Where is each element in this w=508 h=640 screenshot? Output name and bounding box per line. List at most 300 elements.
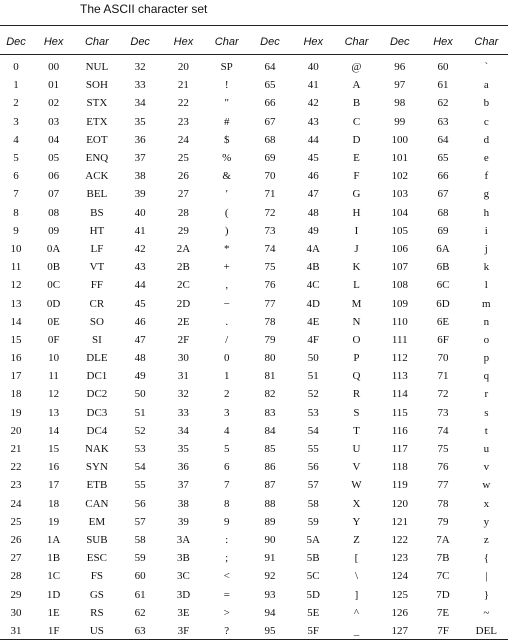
table-cell: 5B — [306, 552, 320, 565]
table-cell: 34 — [134, 97, 146, 110]
table-cell: a — [483, 79, 489, 92]
table-cell: 93 — [264, 588, 276, 601]
table-cell: T — [353, 424, 360, 437]
table-cell: BS — [90, 206, 104, 219]
table-cell: i — [484, 224, 488, 237]
table-row — [0, 258, 508, 276]
table-cell: 27 — [177, 188, 189, 201]
table-row — [0, 240, 508, 258]
table-cell: Y — [352, 515, 361, 528]
table-cell: X — [352, 497, 361, 510]
table-cell: 5 — [13, 152, 19, 165]
table-row — [0, 331, 508, 349]
table-cell: 1B — [47, 552, 61, 565]
table-cell: 39 — [134, 188, 146, 201]
table-cell: DLE — [86, 352, 108, 365]
table-cell: c — [483, 115, 489, 128]
table-cell: 42 — [134, 242, 146, 255]
table-cell: NAK — [84, 443, 109, 456]
table-cell: 1C — [47, 570, 61, 583]
table-cell: 3F — [177, 624, 190, 637]
table-cell: " — [224, 97, 229, 110]
table-cell: 31 — [177, 370, 189, 383]
table-cell: 52 — [307, 388, 319, 401]
table-cell: 7 — [223, 479, 230, 492]
table-cell: 114 — [391, 388, 408, 401]
table-cell: 117 — [391, 443, 408, 456]
table-cell: H — [352, 206, 361, 219]
table-cell: 13 — [10, 297, 22, 310]
table-cell: 5E — [307, 606, 320, 619]
table-cell: j — [484, 242, 488, 255]
table-cell: A — [352, 79, 361, 92]
table-cell: 48 — [134, 352, 146, 365]
table-cell: 75 — [437, 443, 449, 456]
column-header: Dec — [260, 36, 280, 48]
table-row — [0, 585, 508, 603]
table-cell: 68 — [437, 206, 449, 219]
table-cell: 0F — [47, 333, 60, 346]
table-cell: 76 — [437, 461, 449, 474]
table-cell: 6F — [437, 333, 449, 346]
table-cell: 68 — [264, 133, 276, 146]
column-header: Char — [474, 36, 499, 48]
table-cell: ETX — [86, 115, 108, 128]
table-cell: 2E — [177, 315, 190, 328]
table-cell: 60 — [134, 570, 146, 583]
table-cell: 25 — [177, 152, 189, 165]
table-cell: 47 — [134, 333, 146, 346]
table-cell: 2A — [176, 242, 191, 255]
table-cell: 106 — [391, 242, 408, 255]
table-cell: 40 — [307, 61, 319, 74]
table-cell: EOT — [86, 133, 108, 146]
column-header: Hex — [433, 36, 453, 48]
table-cell: 51 — [134, 406, 146, 419]
table-cell: 23 — [10, 479, 22, 492]
table-cell: 61 — [134, 588, 146, 601]
table-cell: 13 — [48, 406, 60, 419]
table-cell: 36 — [134, 133, 146, 146]
table-cell: G — [352, 188, 361, 201]
table-cell: J — [354, 242, 359, 255]
table-cell: 67 — [437, 188, 449, 201]
table-cell: 7D — [436, 588, 450, 601]
table-row — [0, 149, 508, 167]
table-cell: 54 — [307, 424, 319, 437]
table-cell: HT — [89, 224, 105, 237]
table-cell: 74 — [264, 242, 276, 255]
table-cell: \ — [354, 570, 359, 583]
table-cell: 24 — [10, 497, 22, 510]
table-row — [0, 513, 508, 531]
table-cell: 44 — [307, 133, 319, 146]
table-cell: 3A — [176, 533, 191, 546]
table-cell: FF — [90, 279, 104, 292]
table-cell: D — [352, 133, 361, 146]
table-cell: 0D — [46, 297, 61, 310]
table-row — [0, 54, 508, 76]
table-cell: W — [351, 479, 362, 492]
table-cell: 7B — [436, 552, 450, 565]
table-cell: 1F — [47, 624, 60, 637]
table-cell: 100 — [391, 133, 408, 146]
table-cell: 2D — [176, 297, 191, 310]
table-cell: 31 — [10, 624, 22, 637]
table-cell: 50 — [134, 388, 146, 401]
table-cell: z — [483, 533, 489, 546]
table-cell: 18 — [48, 497, 60, 510]
table-cell: v — [483, 461, 490, 474]
table-cell: ( — [224, 206, 229, 219]
table-cell: 64 — [264, 61, 276, 74]
table-cell: 53 — [307, 406, 319, 419]
table-cell: 78 — [264, 315, 276, 328]
table-cell: 71 — [437, 370, 449, 383]
table-cell: 6C — [436, 279, 450, 292]
table-row — [0, 495, 508, 513]
column-header: Char — [344, 36, 369, 48]
table-cell: 4 — [13, 133, 19, 146]
table-cell: 85 — [264, 443, 276, 456]
table-cell: 76 — [264, 279, 276, 292]
table-cell: 11 — [10, 261, 22, 274]
table-cell: 26 — [177, 170, 189, 183]
table-cell: 107 — [391, 261, 408, 274]
table-cell: 77 — [264, 297, 276, 310]
table-cell: ENQ — [85, 152, 109, 165]
table-cell: SYN — [85, 461, 108, 474]
header-row — [0, 30, 508, 54]
table-cell: 21 — [10, 443, 22, 456]
table-cell: 112 — [391, 352, 408, 365]
table-cell: ~ — [483, 606, 490, 619]
table-cell: 126 — [391, 606, 408, 619]
table-cell: 69 — [437, 224, 449, 237]
table-cell: 39 — [177, 515, 189, 528]
table-cell: 10 — [48, 352, 60, 365]
table-cell: : — [225, 533, 229, 546]
table-cell: 3B — [177, 552, 190, 565]
table-cell: 8 — [223, 497, 230, 510]
table-cell: 6D — [436, 297, 450, 310]
table-cell: 63 — [134, 624, 146, 637]
table-row — [0, 349, 508, 367]
table-cell: 28 — [177, 206, 189, 219]
table-cell: 7E — [436, 606, 450, 619]
table-cell: 1D — [46, 588, 61, 601]
table-row — [0, 313, 508, 331]
table-cell: g — [483, 188, 490, 201]
table-cell: 66 — [264, 97, 276, 110]
table-cell: 12 — [48, 388, 60, 401]
table-cell: 103 — [391, 188, 408, 201]
table-cell: 47 — [307, 188, 319, 201]
table-cell: LF — [90, 242, 104, 255]
table-cell: 0 — [13, 61, 19, 74]
table-cell: 115 — [391, 406, 408, 419]
table-cell: 49 — [307, 224, 319, 237]
table-cell: 10 — [10, 242, 22, 255]
table-cell: 72 — [437, 388, 449, 401]
table-cell: 07 — [48, 188, 60, 201]
table-cell: m — [482, 297, 491, 310]
table-cell: STX — [86, 97, 108, 110]
table-cell: − — [223, 297, 230, 310]
table-cell: 30 — [10, 606, 22, 619]
table-cell: DEL — [475, 624, 498, 637]
table-cell: 23 — [177, 115, 189, 128]
table-cell: 18 — [10, 388, 22, 401]
table-cell: 56 — [307, 461, 319, 474]
table-cell: 7 — [13, 188, 19, 201]
table-cell: 52 — [134, 424, 146, 437]
table-cell: n — [483, 315, 490, 328]
table-cell: # — [223, 115, 230, 128]
table-cell: 8 — [13, 206, 19, 219]
table-cell: 91 — [264, 552, 276, 565]
table-cell: 35 — [134, 115, 146, 128]
table-cell: } — [483, 588, 489, 601]
table-cell: GS — [89, 588, 104, 601]
table-cell: 25 — [10, 515, 22, 528]
table-cell: $ — [223, 133, 230, 146]
table-row — [0, 204, 508, 222]
table-cell: 08 — [48, 206, 60, 219]
table-cell: 6B — [436, 261, 450, 274]
table-row — [0, 404, 508, 422]
table-cell: 120 — [391, 497, 408, 510]
table-cell: 125 — [391, 588, 408, 601]
table-cell: 49 — [134, 370, 146, 383]
table-cell: 1 — [223, 370, 230, 383]
table-cell: q — [483, 370, 490, 383]
table-cell: 45 — [307, 152, 319, 165]
table-cell: e — [483, 152, 489, 165]
table-row — [0, 131, 508, 149]
table-cell: 3C — [177, 570, 190, 583]
table-cell: _ — [353, 624, 360, 637]
table-cell: 45 — [134, 297, 146, 310]
table-cell: 123 — [391, 552, 408, 565]
table-cell: @ — [351, 61, 362, 74]
top-rule — [0, 25, 508, 26]
column-header: Hex — [43, 36, 64, 48]
table-cell: ) — [224, 224, 229, 237]
table-cell: 4D — [306, 297, 320, 310]
table-cell: VT — [89, 261, 105, 274]
table-cell: 55 — [134, 479, 146, 492]
table-cell: M — [351, 297, 362, 310]
table-cell: FS — [90, 570, 104, 583]
table-cell: DC3 — [86, 406, 108, 419]
table-cell: 1A — [46, 533, 61, 546]
table-cell: N — [352, 315, 361, 328]
table-cell: U — [352, 443, 361, 456]
table-cell: 57 — [307, 479, 319, 492]
table-cell: 28 — [10, 570, 22, 583]
table-cell: 6E — [436, 315, 450, 328]
table-cell: 70 — [437, 352, 449, 365]
table-cell: DC1 — [86, 370, 108, 383]
table-cell: < — [223, 570, 230, 583]
table-cell: 26 — [10, 533, 22, 546]
table-cell: S — [353, 406, 360, 419]
table-cell: 92 — [264, 570, 276, 583]
table-cell: 95 — [264, 624, 276, 637]
table-cell: 88 — [264, 497, 276, 510]
table-cell: 73 — [264, 224, 276, 237]
table-cell: 29 — [177, 224, 189, 237]
table-row — [0, 385, 508, 403]
table-cell: 5F — [307, 624, 320, 637]
table-cell: 12 — [10, 279, 22, 292]
page-title: The ASCII character set — [80, 2, 208, 16]
table-cell: 43 — [307, 115, 319, 128]
table-row — [0, 604, 508, 622]
table-row — [0, 622, 508, 640]
table-cell: . — [225, 315, 229, 328]
table-cell: R — [352, 388, 361, 401]
table-cell: h — [483, 206, 490, 219]
table-cell: 06 — [48, 170, 60, 183]
table-cell: 2C — [177, 279, 190, 292]
table-cell: 20 — [10, 424, 22, 437]
table-cell: ! — [224, 79, 229, 92]
table-cell: 02 — [48, 97, 60, 110]
table-cell: DC2 — [86, 388, 108, 401]
table-cell: 7A — [436, 533, 450, 546]
table-cell: SO — [89, 315, 104, 328]
table-cell: 03 — [48, 115, 60, 128]
table-cell: 05 — [48, 152, 60, 165]
table-cell: 97 — [394, 79, 406, 92]
table-row — [0, 185, 508, 203]
column-header: Char — [214, 36, 239, 48]
table-cell: 3 — [13, 115, 19, 128]
table-cell: w — [482, 479, 491, 492]
table-cell: 59 — [307, 515, 319, 528]
table-cell: Q — [352, 370, 361, 383]
table-cell: 33 — [134, 79, 146, 92]
table-cell: l — [484, 279, 488, 292]
table-cell: 99 — [394, 115, 406, 128]
table-cell: 0A — [46, 242, 61, 255]
table-cell: 6A — [436, 242, 450, 255]
table-cell: BEL — [86, 188, 108, 201]
table-cell: SUB — [86, 533, 108, 546]
table-cell: 22 — [10, 461, 22, 474]
table-cell: | — [485, 570, 488, 583]
table-cell: y — [483, 515, 490, 528]
table-cell: 20 — [177, 61, 189, 74]
table-cell: 14 — [10, 315, 22, 328]
table-row — [0, 276, 508, 294]
table-body — [0, 54, 508, 640]
table-cell: 44 — [134, 279, 146, 292]
table-row — [0, 113, 508, 131]
table-cell: 5 — [223, 443, 230, 456]
table-cell: 14 — [48, 424, 60, 437]
table-cell: 00 — [48, 61, 60, 74]
table-cell: 58 — [134, 533, 146, 546]
table-cell: 62 — [437, 97, 449, 110]
table-cell: 61 — [437, 79, 449, 92]
table-cell: 48 — [307, 206, 319, 219]
table-cell: 57 — [134, 515, 146, 528]
table-cell: r — [484, 388, 489, 401]
table-cell: 09 — [48, 224, 60, 237]
table-cell: u — [483, 443, 490, 456]
table-cell: 110 — [391, 315, 408, 328]
table-cell: K — [352, 261, 361, 274]
table-cell: b — [483, 97, 490, 110]
table-cell: 2B — [177, 261, 190, 274]
table-cell: 79 — [437, 515, 449, 528]
table-cell: 86 — [264, 461, 276, 474]
table-cell: o — [483, 333, 490, 346]
table-cell: P — [353, 352, 360, 365]
table-cell: 01 — [48, 79, 60, 92]
table-cell: 58 — [307, 497, 319, 510]
table-row — [0, 531, 508, 549]
table-cell: 109 — [391, 297, 408, 310]
table-cell: 0E — [47, 315, 60, 328]
table-cell: 70 — [264, 170, 276, 183]
table-cell: Z — [353, 533, 360, 546]
table-cell: ACK — [85, 170, 109, 183]
table-cell: 62 — [134, 606, 146, 619]
table-cell: 56 — [134, 497, 146, 510]
table-row — [0, 422, 508, 440]
table-cell: 9 — [223, 515, 230, 528]
table-cell: 71 — [264, 188, 276, 201]
table-cell: 0C — [47, 279, 61, 292]
table-cell: 3 — [223, 406, 230, 419]
column-header: Char — [84, 36, 109, 48]
table-cell: = — [223, 588, 230, 601]
table-cell: 29 — [10, 588, 22, 601]
table-cell: 41 — [134, 224, 146, 237]
table-cell: 17 — [48, 479, 60, 492]
column-header: Hex — [303, 36, 323, 48]
table-cell: 54 — [134, 461, 146, 474]
table-cell: 113 — [391, 370, 408, 383]
table-cell: 89 — [264, 515, 276, 528]
table-cell: 36 — [177, 461, 189, 474]
table-cell: 74 — [437, 424, 449, 437]
table-cell: DC4 — [86, 424, 108, 437]
table-cell: 64 — [437, 133, 449, 146]
table-cell: 41 — [307, 79, 319, 92]
table-cell: 32 — [134, 61, 146, 74]
table-cell: 24 — [177, 133, 189, 146]
table-cell: 22 — [177, 97, 189, 110]
table-cell: { — [483, 552, 489, 565]
table-cell: 2F — [177, 333, 190, 346]
table-cell: 4 — [223, 424, 230, 437]
table-cell: p — [483, 352, 490, 365]
table-cell: 43 — [134, 261, 146, 274]
table-row — [0, 458, 508, 476]
table-cell: 0B — [47, 261, 61, 274]
table-cell: 35 — [177, 443, 189, 456]
table-cell: 30 — [177, 352, 189, 365]
table-cell: 63 — [437, 115, 449, 128]
table-cell: 4B — [306, 261, 320, 274]
table-cell: 4C — [306, 279, 320, 292]
table-cell: [ — [354, 552, 359, 565]
